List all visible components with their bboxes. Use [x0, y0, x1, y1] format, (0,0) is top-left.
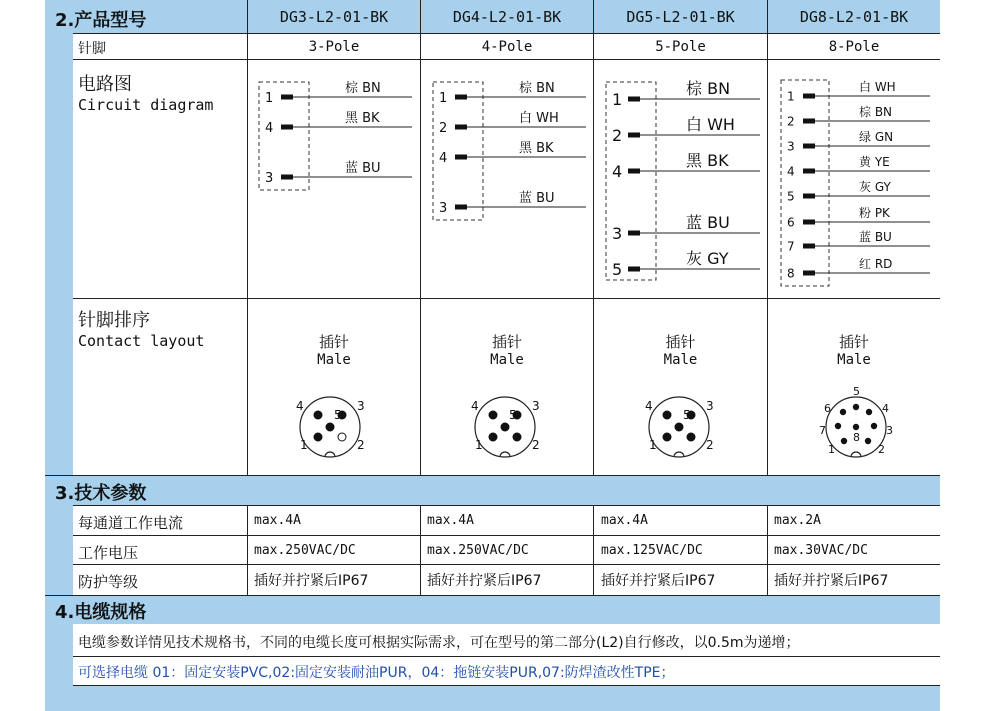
pin-dot	[663, 433, 671, 441]
pin-dot	[871, 423, 877, 429]
circuit-pin-number: 7	[787, 239, 795, 254]
grid-line	[247, 0, 248, 475]
pin-dot	[326, 423, 334, 431]
contact-icon	[281, 175, 293, 180]
connector-pin-label: 6	[824, 402, 831, 415]
wire-color-label: 棕 BN	[686, 79, 731, 98]
wire-color-label: 白 WH	[859, 80, 896, 94]
spec-current-1: max.4A	[254, 513, 301, 528]
grid-line	[73, 298, 940, 299]
contact-icon	[803, 220, 815, 225]
connector-pin-label: 1	[649, 438, 657, 452]
contact-icon	[628, 97, 640, 102]
circuit-label-en: Circuit diagram	[78, 96, 214, 114]
contact-icon	[803, 144, 815, 149]
circuit-pin-number: 4	[439, 150, 448, 166]
circuit-pin-number: 3	[265, 170, 274, 186]
spec-voltage-3: max.125VAC/DC	[601, 543, 703, 558]
contact-icon	[803, 169, 815, 174]
pin-dot	[663, 411, 671, 419]
grid-line	[73, 33, 940, 34]
pole-4: 8-Pole	[828, 39, 880, 55]
connector-pin-label: 1	[475, 438, 483, 452]
spec-protection-4: 插好并拧紧后IP67	[774, 573, 889, 589]
circuit-pin-number: 2	[612, 126, 623, 146]
pin-dot	[835, 423, 841, 429]
grid-line	[73, 656, 940, 657]
grid-line	[767, 505, 768, 595]
pole-3: 5-Pole	[655, 39, 706, 55]
pin-dot	[314, 433, 322, 441]
wire-color-label: 黑 BK	[519, 141, 554, 156]
contact-icon	[628, 267, 640, 272]
contact-icon	[455, 155, 467, 160]
connector-pin-label: 2	[532, 438, 540, 452]
wire-color-label: 蓝 BU	[686, 213, 730, 232]
pole-1: 3-Pole	[308, 39, 360, 55]
circuit-pin-number: 2	[439, 120, 448, 136]
wire-color-label: 黑 BK	[345, 111, 380, 126]
circuit-pin-number: 3	[612, 224, 623, 244]
circuit-pin-number: 6	[787, 215, 795, 230]
wire-color-label: 棕 BN	[345, 81, 381, 96]
contact-icon	[628, 133, 640, 138]
pin-dot	[501, 423, 509, 431]
connector-pin-label: 5	[853, 385, 860, 398]
pin-dot	[853, 424, 859, 430]
spec-current-2: max.4A	[427, 513, 474, 528]
pin-dot	[840, 409, 846, 415]
pin-dot	[841, 438, 847, 444]
wire-color-label: 绿 GN	[859, 130, 894, 144]
connector-pin-label: 3	[886, 424, 893, 437]
male-cn-2: 插针	[491, 333, 522, 351]
pin-dot	[489, 433, 497, 441]
spec-label-current: 每通道工作电流	[78, 514, 184, 532]
section4-title: 4.电缆规格	[55, 602, 147, 623]
wire-color-label: 黄 YE	[859, 155, 890, 169]
section3-header-band	[45, 475, 940, 505]
spec-label-protection: 防护等级	[78, 573, 139, 591]
circuit-pin-number: 4	[265, 120, 274, 136]
grid-line	[45, 475, 940, 476]
pin-dot	[314, 411, 322, 419]
contact-icon	[455, 205, 467, 210]
connector-pin-label: 4	[645, 399, 653, 413]
circuit-label-cn: 电路图	[78, 74, 132, 95]
wire-color-label: 红 RD	[859, 257, 893, 271]
contact-icon	[628, 169, 640, 174]
connector-pin-label: 2	[878, 443, 885, 456]
wire-color-label: 棕 BN	[859, 105, 893, 119]
wire-color-label: 白 WH	[686, 115, 735, 134]
connector-pin-label: 4	[296, 399, 304, 413]
male-en-2: Male	[490, 352, 524, 368]
layout-label-cn: 针脚排序	[78, 310, 150, 331]
pole-2: 4-Pole	[481, 39, 533, 55]
cable-description: 电缆参数详情见技术规格书，不同的电缆长度可根据实际需求，可在型号的第二部分(L2)自行修改，以0.5m为递增；	[78, 635, 800, 651]
male-cn-4: 插针	[838, 333, 869, 351]
connector-pin-label: 5	[334, 408, 342, 422]
pin-dot	[853, 404, 859, 410]
model-header-1: DG3-L2-01-BK	[279, 8, 389, 26]
model-header-3: DG5-L2-01-BK	[626, 8, 735, 26]
grid-line	[73, 564, 940, 565]
spec-voltage-1: max.250VAC/DC	[254, 543, 356, 558]
section2-title: 2.产品型号	[55, 10, 147, 31]
circuit-pin-number: 1	[265, 90, 274, 106]
male-cn-3: 插针	[665, 333, 696, 351]
connector-pin-label: 4	[471, 399, 479, 413]
grid-line	[420, 505, 421, 595]
contact-icon	[803, 244, 815, 249]
layout-label-en: Contact layout	[78, 332, 205, 350]
pin-dot	[865, 438, 871, 444]
male-en-3: Male	[663, 352, 698, 368]
wire-color-label: 白 WH	[519, 111, 559, 126]
spec-current-3: max.4A	[601, 513, 648, 528]
connector-pin-label: 5	[683, 408, 691, 422]
spec-protection-2: 插好并拧紧后IP67	[427, 573, 542, 589]
contact-icon	[803, 194, 815, 199]
connector-pin-label: 4	[882, 402, 889, 415]
connector-pin-label: 1	[828, 443, 835, 456]
connector-pin-label: 2	[357, 438, 365, 452]
contact-icon	[455, 125, 467, 130]
grid-line	[593, 0, 594, 475]
pin-dot	[338, 433, 346, 441]
circuit-pin-number: 4	[612, 162, 623, 182]
circuit-pin-number: 2	[787, 114, 795, 129]
pin-dot	[687, 433, 695, 441]
circuit-pin-number: 5	[612, 260, 623, 280]
contact-icon	[455, 95, 467, 100]
wire-color-label: 蓝 BU	[345, 161, 381, 176]
circuit-box-4	[781, 80, 829, 286]
male-en-4: Male	[837, 352, 871, 368]
cable-options: 可选择电缆 01：固定安装PVC,02:固定安装耐油PUR，04：拖链安装PUR,07:防焊渣改性TPE；	[78, 665, 675, 681]
spec-protection-1: 插好并拧紧后IP67	[254, 573, 369, 589]
grid-line	[767, 0, 768, 475]
pin-dot	[489, 411, 497, 419]
connector-pin-label: 1	[300, 438, 308, 452]
grid-line	[45, 595, 940, 596]
connector-pin-label: 3	[357, 399, 365, 413]
connector-pin-label: 7	[819, 424, 826, 437]
wire-color-label: 灰 GY	[859, 180, 891, 194]
spec-voltage-2: max.250VAC/DC	[427, 543, 529, 558]
pin-dot	[866, 409, 872, 415]
circuit-pin-number: 4	[787, 164, 795, 179]
contact-icon	[803, 271, 815, 276]
spec-label-voltage: 工作电压	[78, 544, 139, 562]
wire-color-label: 蓝 BU	[519, 191, 555, 206]
wire-color-label: 蓝 BU	[859, 230, 892, 244]
contact-icon	[628, 231, 640, 236]
connector-pin-label: 3	[532, 399, 540, 413]
circuit-pin-number: 8	[787, 266, 795, 281]
connector-pin-label: 5	[509, 408, 517, 422]
contact-icon	[281, 125, 293, 130]
circuit-pin-number: 5	[787, 189, 795, 204]
male-en-1: Male	[317, 352, 351, 368]
connector-pin-label: 2	[706, 438, 714, 452]
male-cn-1: 插针	[318, 333, 349, 351]
wire-color-label: 粉 PK	[859, 206, 890, 220]
model-header-4: DG8-L2-01-BK	[799, 8, 909, 26]
connector-pin-label: 8	[853, 431, 860, 444]
connector-pin-label: 3	[706, 399, 714, 413]
model-header-2: DG4-L2-01-BK	[452, 8, 562, 26]
circuit-pin-number: 3	[787, 139, 795, 154]
wire-color-label: 黑 BK	[686, 151, 729, 170]
wire-color-label: 棕 BN	[519, 81, 555, 96]
circuit-pin-number: 1	[439, 90, 448, 106]
section4-header-band	[45, 595, 940, 624]
grid-line	[247, 505, 248, 595]
grid-line	[73, 535, 940, 536]
grid-line	[420, 0, 421, 475]
contact-icon	[803, 94, 815, 99]
grid-line	[73, 59, 940, 60]
spec-current-4: max.2A	[774, 513, 821, 528]
contact-icon	[281, 95, 293, 100]
grid-line	[593, 505, 594, 595]
wire-color-label: 灰 GY	[686, 249, 729, 268]
pin-dot	[513, 433, 521, 441]
bottom-band	[45, 686, 940, 711]
pin-label: 针脚	[78, 41, 106, 57]
contact-icon	[803, 119, 815, 124]
spec-protection-3: 插好并拧紧后IP67	[601, 573, 716, 589]
grid-line	[73, 505, 940, 506]
spec-voltage-4: max.30VAC/DC	[774, 543, 868, 558]
circuit-pin-number: 1	[612, 90, 623, 110]
circuit-pin-number: 3	[439, 200, 448, 216]
pin-dot	[675, 423, 683, 431]
section3-title: 3.技术参数	[55, 483, 147, 504]
circuit-pin-number: 1	[787, 89, 795, 104]
